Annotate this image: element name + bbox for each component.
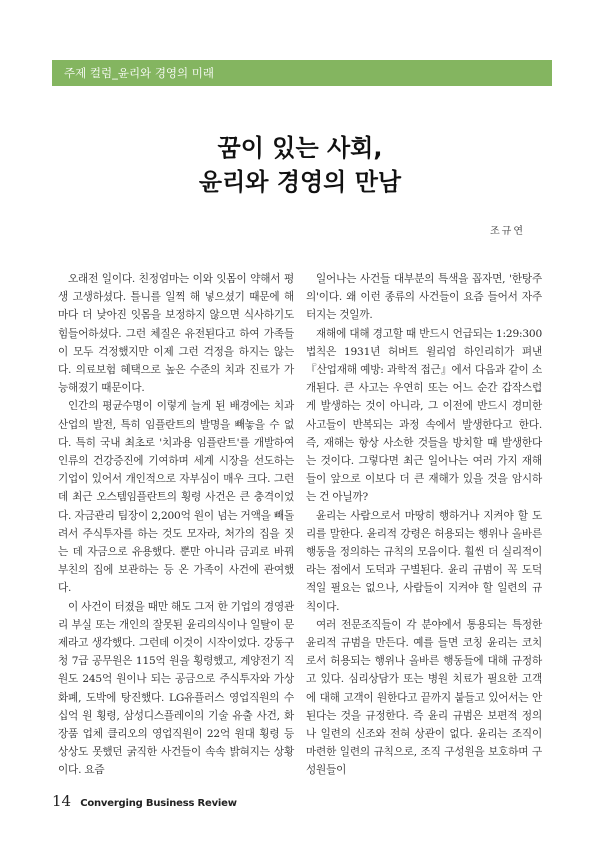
article-title [0,131,600,199]
paragraph: 재해에 대해 경고할 때 반드시 언급되는 1:29:300 법칙은 1931년 허버트 윌리엄 하인리히가 펴낸 『산업재해 예방: 과학적 접근』에서 다음과 같이 소개된다. 큰 사고는 우연히 또는 어느 순간 갑작스럽게 발생하는 것이 아니라, 그 이전에 반드시 경미한 사고들이 반복되는 과정 속에서 발생한다고 한다. 즉, 재해는 항상 사소한 것들을 방치할 때 발생한다는 것이다. 그렇다면 최근 일어나는 여러 가지 재해들이 앞으로 이보다 더 큰 재해가 있을 것을 암시하는 건 아닐까? [306,327,542,504]
section-label: 주제 컬럼_윤리와 경영의 미래 [64,66,215,80]
paragraph: 여러 전문조직들이 각 분야에서 통용되는 특정한 윤리적 규범을 만든다. 예를 들면 코칭 윤리는 코치로서 허용되는 행위나 올바른 행동들에 대해 규정하고 있다. 심리상담가 또는 병원 치료가 필요한 고객에 대해 고객이 원한다고 끝까지 붙들고 있어서는 안 된다는 것을 규정한다. 즉 윤리 규범은 보편적 정의나 일련의 신조와 전혀 상관이 없다. 윤리는 조직이 마련한 일련의 규칙으로, 조직 구성원을 보호하며 구성원들이 [306,618,542,777]
title-line-1: 꿈이 있는 사회, [217,134,383,162]
author-name: 조규연 [490,226,525,237]
paragraph: 오래전 일이다. 친정엄마는 이와 잇몸이 약해서 평생 고생하셨다. 틀니를 일찍 해 넣으셨기 때문에 해마다 더 낮아진 잇몸을 보정하지 않으면 식사하기도 힘들어하셨다. 그런 체질은 유전된다고 하여 가족들이 모두 걱정했지만 이제 그런 걱정을 하지는 않는다. 의료보험 혜택으로 높은 수준의 치과 진료가 가능해졌기 때문이다. [58,273,294,395]
left-column [58,270,294,780]
page-footer [52,791,237,810]
paragraph: 이 사건이 터졌을 때만 해도 그저 한 기업의 경영관리 부실 또는 개인의 잘못된 윤리의식이나 일탈이 문제라고 생각했다. 그런데 이것이 시작이었다. 강동구청 7급 공무원은 115억 원을 횡령했고, 계양전기 직원도 245억 원이나 되는 공금으로 주식투자와 가상화폐, 도박에 탕진했다. LG유플러스 영업직원의 수십억 원 횡령, 삼성디스플레이의 기술 유출 사건, 화장품 업체 클리오의 영업직원이 22억 원대 횡령 등 상상도 못했던 굵직한 사건들이 속속 밝혀지는 상황이다. 요즘 [58,600,295,777]
journal-name: Converging Business Review [80,798,237,809]
paragraph: 인간의 평균수명이 이렇게 늘게 된 배경에는 치과산업의 발전, 특히 임플란트의 발명을 빼놓을 수 없다. 특히 국내 최초로 '치과용 임플란트'를 개발하여 인류의 건강증진에 기여하며 세계 시장을 선도하는 기업이 있어서 개인적으로 자부심이 매우 크다. 그런데 최근 오스템임플란트의 횡령 사건은 큰 충격이었다. 자금관리 팀장이 2,200억 원이 넘는 거액을 빼돌려서 주식투자를 하는 것도 모자라, 처가의 집을 짓는 데 자금으로 유용했다. 뿐만 아니라 금괴로 바꿔 부친의 집에 보관하는 등 온 가족이 사건에 관여했다. [58,400,294,595]
paragraph: 윤리는 사람으로서 마땅히 행하거나 지켜야 할 도리를 말한다. 윤리적 강령은 허용되는 행위나 올바른 행동을 정의하는 규칙의 모음이다. 훨씬 더 실리적이라는 점에서 도덕과 구별된다. 윤리 규범이 꼭 도덕적일 필요는 없으나, 사람들이 지켜야 할 일련의 규칙이다. [306,509,542,613]
page-number: 14 [52,792,72,810]
paragraph: 일어나는 사건들 대부분의 특색을 꼽자면, '한탕주의'이다. 왜 이런 종류의 사건들이 요즘 들어서 자주 터지는 것일까. [306,273,542,322]
section-header-bar [52,60,552,86]
title-line-2: 윤리와 경영의 만남 [198,168,402,196]
right-column [306,270,542,780]
